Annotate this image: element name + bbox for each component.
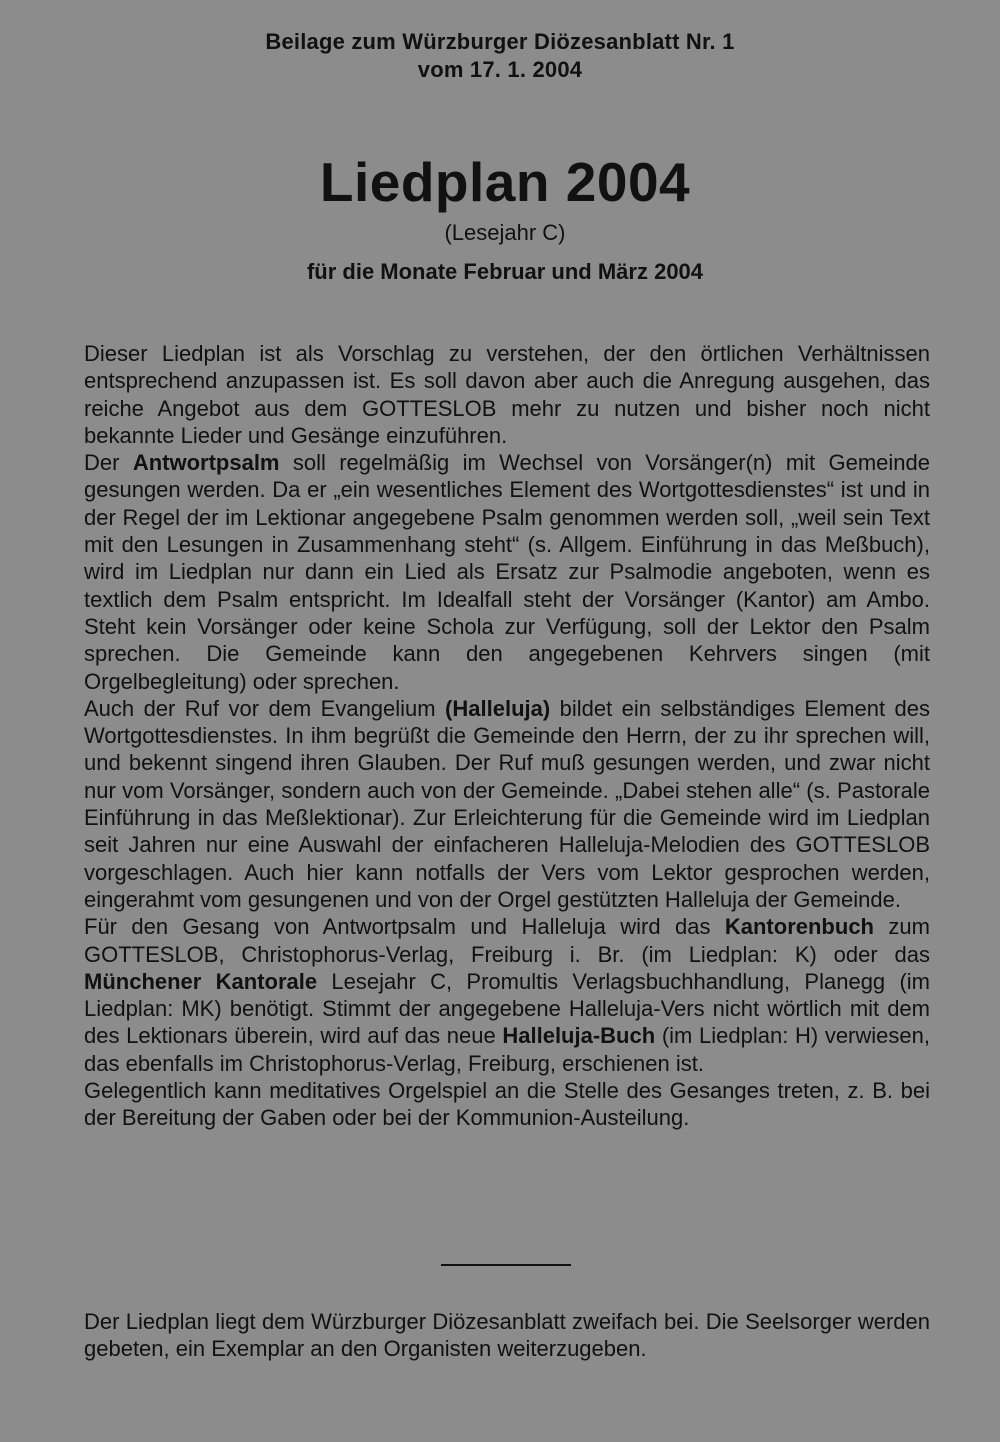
paragraph-organ: Gelegentlich kann meditatives Orgelspiel an die Stelle des Gesanges treten, z. B. bei der Bereitung der Gaben oder bei der Kommunion-Austeilung.	[84, 1078, 930, 1131]
paragraph-halleluja	[84, 695, 930, 913]
separator-rule	[441, 1264, 571, 1266]
document-subtitle: (Lesejahr C)	[444, 220, 566, 245]
paragraph-text: Lesejahr C, Promultis Verlagsbuchhandlung, Planegg (im Liedplan: MK) benötigt. Stimmt der angegebene Halleluja-Vers nicht wörtlich mit dem des Lektionars überein, wird auf das neue	[84, 968, 930, 1049]
paragraph-text: bildet ein selbständiges Element des Wortgottesdienstes. In ihm begrüßt die Gemeinde den Herrn, der zu ihr sprechen will, und bekennt singend ihren Glauben. Der Ruf muß gesungen werden, und zwar nicht nur vom Vorsänger, sondern auch von der Gemeinde. „Dabei stehen alle“ (s. Pastorale Einführung in das Meßlektionar). Zur Erleichterung für die Gemeinde wird im Liedplan seit Jahren nur eine Auswahl der einfacheren Halleluja-Melodien des GOTTESLOB vorgeschlagen. Auch hier kann notfalls der Vers vom Lektor gesprochen werden, eingerahmt vom gesungenen und von der Orgel gestützten Halleluja der Gemeinde.	[84, 695, 930, 912]
term-kantorenbuch: Kantorenbuch	[724, 914, 874, 940]
paragraph-text: Für den Gesang von Antwortpsalm und Halleluja wird das	[84, 914, 725, 940]
paragraph-books	[84, 913, 930, 1077]
footer-note	[84, 1308, 930, 1363]
term-halleluja-buch: Halleluja-Buch	[502, 1023, 656, 1049]
paragraph-text: (im Liedplan: H) verwiesen, das ebenfalls im Christophorus-Verlag, Freiburg, erschienen ist.	[84, 1023, 930, 1076]
supplement-header	[0, 28, 1000, 84]
paragraph-text: Der	[84, 450, 133, 476]
body-text	[84, 340, 930, 1132]
supplement-line-2: vom 17. 1. 2004	[417, 57, 583, 82]
supplement-line-1: Beilage zum Würzburger Diözesanblatt Nr. 1	[265, 29, 735, 54]
document-months: für die Monate Februar und März 2004	[306, 259, 704, 284]
term-halleluja: (Halleluja)	[445, 695, 551, 721]
term-muenchener-kantorale: Münchener Kantorale	[84, 968, 318, 994]
paragraph-intro: Dieser Liedplan ist als Vorschlag zu verstehen, der den örtlichen Verhältnissen entsprechend anzupassen ist. Es soll davon aber auch die Anregung ausgehen, das reiche Angebot aus dem GOTTESLOB mehr zu nutzen und bisher noch nicht bekannte Lieder und Gesänge einzuführen.	[84, 341, 930, 448]
paragraph-text: soll regelmäßig im Wechsel von Vorsänger(n) mit Gemeinde gesungen werden. Da er „ein wesentliches Element des Wortgottesdienstes“ ist und in der Regel der im Lektionar angegebene Psalm genommen werden soll, „weil sein Text mit den Lesungen in Zusammenhang steht“ (s. Allgem. Einführung in das Meßbuch), wird im Liedplan nur dann ein Lied als Ersatz zur Psalmodie angeboten, wenn es textlich dem Psalm entspricht. Im Idealfall steht der Vorsänger (Kantor) am Ambo. Steht kein Vorsänger oder keine Schola zur Verfügung, soll der Lektor den Psalm sprechen. Die Gemeinde kann den angegebenen Kehrvers singen (mit Orgelbegleitung) oder sprechen.	[84, 450, 931, 694]
paragraph-antwortpsalm	[84, 449, 930, 695]
footer-note-text: Der Liedplan liegt dem Würzburger Diözesanblatt zweifach bei. Die Seelsorger werden gebeten, ein Exemplar an den Organisten weiterzugeben.	[84, 1309, 930, 1362]
paragraph-text: Auch der Ruf vor dem Evangelium	[84, 695, 446, 721]
paragraph-text: zum GOTTESLOB, Christophorus-Verlag, Freiburg i. Br. (im Liedplan: K) oder das	[84, 914, 930, 967]
document-title: Liedplan 2004	[319, 151, 691, 213]
term-antwortpsalm: Antwortpsalm	[132, 450, 280, 476]
